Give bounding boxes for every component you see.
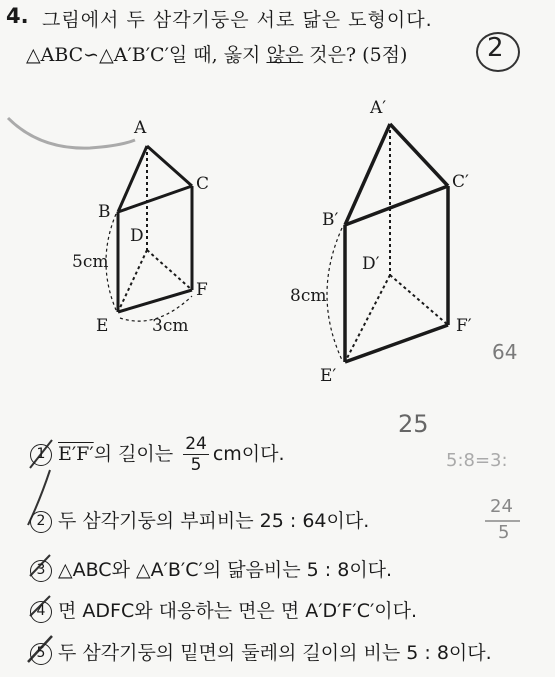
question-text-line1: 그림에서 두 삼각기둥은 서로 닮은 도형이다.	[42, 9, 433, 31]
fraction	[183, 434, 209, 475]
label-large-D: D′	[362, 254, 380, 274]
base-label-small: 3cm	[152, 316, 189, 336]
option-number-5: 5	[30, 643, 52, 665]
small-prism	[106, 146, 192, 321]
question-points: 것은? (5점)	[303, 44, 408, 66]
option-4[interactable]	[30, 596, 417, 623]
fraction-numerator: 24	[185, 434, 207, 454]
label-small-E: E	[96, 316, 109, 336]
label-small-D: D	[130, 226, 144, 246]
option-1-unit: cm이다.	[212, 443, 285, 465]
option-number-4: 4	[30, 601, 52, 623]
option-3-text: △ABC와 △A′B′C′의 닮음비는 5 : 8이다.	[58, 559, 393, 581]
label-large-F: F′	[456, 316, 472, 336]
label-small-F: F	[196, 280, 208, 300]
label-small-C: C	[196, 174, 210, 194]
handwritten-frac-den: 5	[498, 522, 510, 543]
height-label-small: 5cm	[72, 252, 109, 272]
segment-name: E′F′	[58, 443, 94, 465]
question-number: 4.	[6, 4, 29, 28]
answer-mark-digit: 2	[487, 33, 504, 63]
handwritten-64: 64	[492, 340, 518, 364]
option-5[interactable]	[30, 638, 492, 665]
handwritten-25: 25	[398, 410, 429, 438]
handwritten-ratio: 5:8=3:	[446, 450, 508, 471]
option-number-3: 3	[30, 560, 52, 582]
label-large-E: E′	[320, 366, 337, 386]
option-1-text: 의 길이는	[93, 443, 180, 465]
question-condition: △ABC∽△A′B′C′일 때, 옳지	[26, 44, 267, 66]
option-1[interactable]	[30, 434, 285, 475]
pen-stroke	[8, 118, 135, 148]
option-3[interactable]	[30, 555, 392, 582]
height-label-large: 8cm	[290, 286, 327, 306]
option-4-text: 면 ADFC와 대응하는 면은 면 A′D′F′C′이다.	[58, 600, 418, 622]
label-small-B: B	[98, 202, 111, 222]
option-2[interactable]	[30, 506, 369, 533]
handwritten-frac-num: 24	[490, 496, 513, 517]
option-2-text: 두 삼각기둥의 부피비는 25 : 64이다.	[58, 510, 370, 532]
large-prism	[327, 124, 448, 362]
label-large-B: B′	[322, 210, 339, 230]
label-large-C: C′	[452, 172, 469, 192]
option-number-2: 2	[30, 511, 52, 533]
option-5-text: 두 삼각기둥의 밑면의 둘레의 길이의 비는 5 : 8이다.	[58, 642, 492, 664]
negation-underlined: 않은	[266, 44, 304, 66]
label-large-A: A′	[370, 98, 387, 118]
option-number-1: 1	[30, 444, 52, 466]
fraction-denominator: 5	[190, 455, 202, 475]
label-small-A: A	[134, 118, 147, 138]
